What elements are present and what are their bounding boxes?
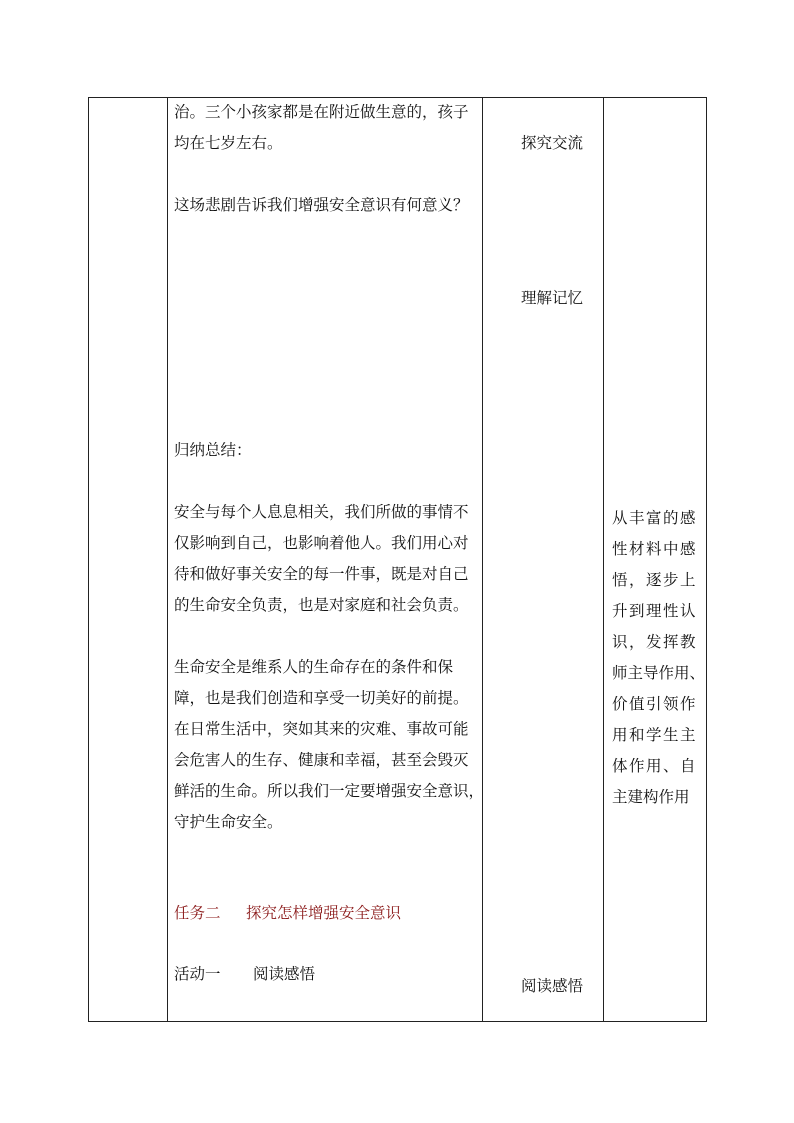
intent-line8: 用和学生主: [612, 726, 698, 744]
summary-p3-line2: 障，也是我们创造和享受一切美好的前提。: [174, 689, 469, 707]
summary-p2-line3: 待和做好事关安全的每一件事，既是对自己: [174, 565, 469, 583]
table-border-col2: [482, 97, 483, 1022]
intent-line4: 升到理性认: [612, 602, 698, 620]
intent-line7: 价值引领作: [612, 695, 698, 713]
intent-line9: 体作用、自: [612, 757, 698, 775]
table-border-col0: [88, 97, 89, 1022]
summary-p3-line4: 会危害人的生存、健康和幸福，甚至会毁灭: [174, 751, 469, 769]
intent-line3: 悟，逐步上: [612, 571, 698, 589]
summary-p2-line2: 仅影响到自己，也影响着他人。我们用心对: [174, 534, 469, 552]
student-activity-memorize: 理解记忆: [521, 289, 584, 307]
intent-line2: 性材料中感: [612, 540, 698, 558]
content-p1-line1: 治。三个小孩家都是在附近做生意的，孩子: [174, 103, 469, 121]
activity-title: 阅读感悟: [253, 965, 316, 983]
intent-line1: 从丰富的感: [612, 509, 698, 527]
summary-p2-line1: 安全与每个人息息相关，我们所做的事情不: [174, 503, 469, 521]
table-border-col3: [603, 97, 604, 1022]
intent-line10: 主建构作用: [612, 788, 690, 806]
task-label: 任务二: [174, 904, 221, 922]
discussion-question: 这场悲剧告诉我们增强安全意识有何意义？: [174, 196, 469, 214]
summary-p3-line6: 守护生命安全。: [174, 813, 283, 831]
table-border-col4: [706, 97, 707, 1022]
summary-p2-line4: 的生命安全负责，也是对家庭和社会负责。: [174, 596, 469, 614]
table-border-col1: [167, 97, 168, 1022]
student-activity-read: 阅读感悟: [521, 977, 584, 995]
content-p1-line2: 均在七岁左右。: [174, 134, 283, 152]
summary-p3-line5: 鲜活的生命。所以我们一定要增强安全意识，: [174, 782, 485, 800]
summary-heading: 归纳总结：: [174, 441, 252, 459]
summary-p3-line1: 生命安全是维系人的生命存在的条件和保: [174, 658, 454, 676]
task-title: 探究怎样增强安全意识: [246, 904, 402, 922]
table-bottom-border: [88, 1021, 707, 1022]
summary-p3-line3: 在日常生活中，突如其来的灾难、事故可能: [174, 720, 469, 738]
intent-line5: 识，发挥教: [612, 633, 698, 651]
student-activity-explore: 探究交流: [521, 134, 584, 152]
activity-label: 活动一: [174, 965, 221, 983]
intent-line6: 师主导作用、: [612, 664, 706, 682]
